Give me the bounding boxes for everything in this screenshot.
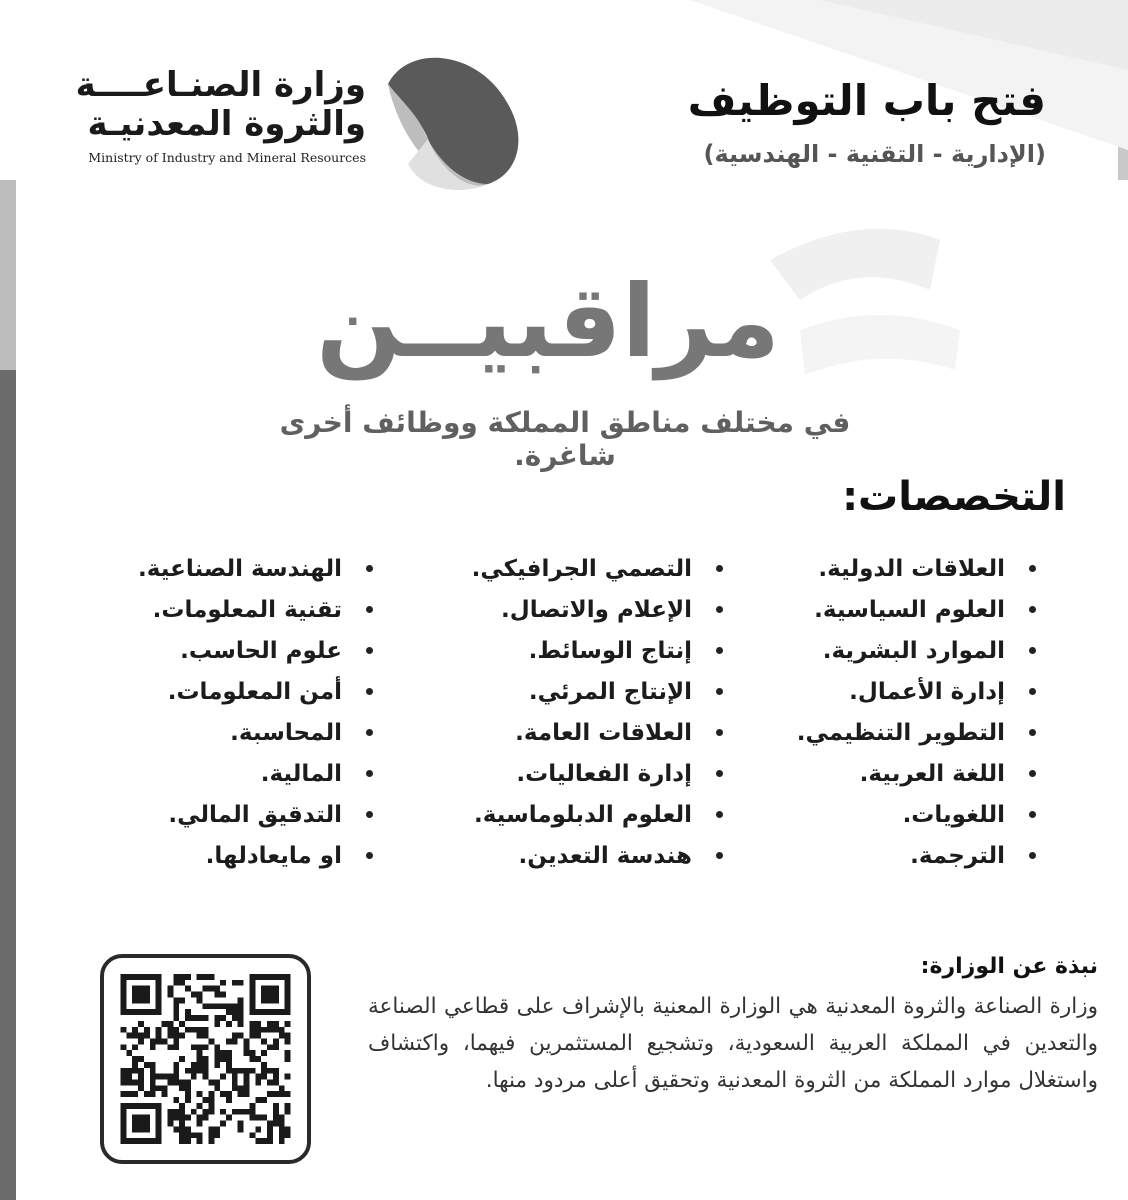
list-item-label: العلوم السياسية.: [814, 596, 1005, 623]
list-item-label: التصمي الجرافيكي.: [471, 555, 692, 582]
bullet-icon: [716, 565, 723, 572]
list-item-label: اللغويات.: [902, 801, 1005, 828]
list-item: [706, 589, 1036, 630]
list-item: [73, 630, 373, 671]
list-item: [73, 548, 373, 589]
bullet-icon: [716, 770, 723, 777]
list-item: [423, 712, 723, 753]
list-item: [706, 753, 1036, 794]
logo-arabic-line1: وزارة الصنـاعــــة: [75, 65, 366, 105]
list-item-label: الهندسة الصناعية.: [138, 555, 342, 582]
list-item: [73, 671, 373, 712]
list-item-label: إدارة الفعاليات.: [516, 760, 692, 787]
list-item: [423, 630, 723, 671]
bullet-icon: [1029, 606, 1036, 613]
list-item-label: التدقيق المالي.: [168, 801, 342, 828]
bullet-icon: [1029, 852, 1036, 859]
list-item-label: المالية.: [260, 760, 342, 787]
list-item: [706, 671, 1036, 712]
list-item: [423, 794, 723, 835]
list-item-label: تقنية المعلومات.: [152, 596, 342, 623]
list-item: [423, 589, 723, 630]
bullet-icon: [366, 606, 373, 613]
list-item-label: الترجمة.: [910, 842, 1005, 869]
list-item-label: العلاقات العامة.: [515, 719, 692, 746]
bullet-icon: [366, 770, 373, 777]
ministry-logo-text: [66, 66, 366, 165]
list-item-label: علوم الحاسب.: [180, 637, 342, 664]
about-heading: نبذة عن الوزارة:: [920, 954, 1098, 979]
logo-arabic-line2: والثروة المعدنيـة: [87, 104, 366, 144]
list-item-label: إدارة الأعمال.: [849, 678, 1005, 705]
list-item-label: الموارد البشرية.: [822, 637, 1005, 664]
list-item: [73, 794, 373, 835]
list-item-label: الإنتاج المرئي.: [528, 678, 692, 705]
list-item: [423, 548, 723, 589]
bullet-icon: [366, 565, 373, 572]
bullet-icon: [366, 729, 373, 736]
list-item: [73, 712, 373, 753]
list-item-label: اللغة العربية.: [859, 760, 1005, 787]
logo-english-name: Ministry of Industry and Mineral Resources: [88, 150, 366, 165]
list-item-label: إنتاج الوسائط.: [528, 637, 692, 664]
list-item: [73, 589, 373, 630]
list-item: [706, 794, 1036, 835]
list-item: [423, 753, 723, 794]
list-item: [706, 712, 1036, 753]
list-item: [706, 835, 1036, 876]
page-subtitle: (الإدارية - التقنية - الهندسية): [703, 140, 1046, 168]
bullet-icon: [716, 729, 723, 736]
list-item-label: المحاسبة.: [230, 719, 342, 746]
list-item-label: العلاقات الدولية.: [818, 555, 1005, 582]
bullet-icon: [716, 811, 723, 818]
bullet-icon: [1029, 770, 1036, 777]
bullet-icon: [1029, 647, 1036, 654]
hero-subtitle: في مختلف مناطق المملكة ووظائف أخرى شاغرة.: [279, 406, 851, 472]
list-item: [73, 835, 373, 876]
specializations-column-3: [73, 548, 373, 876]
list-item-label: او مايعادلها.: [205, 842, 342, 869]
list-item-label: العلوم الدبلوماسية.: [474, 801, 692, 828]
bullet-icon: [1029, 729, 1036, 736]
list-item-label: هندسة التعدين.: [518, 842, 692, 869]
qr-code-icon[interactable]: [120, 974, 291, 1144]
bullet-icon: [366, 647, 373, 654]
bullet-icon: [1029, 688, 1036, 695]
qr-code-frame[interactable]: [100, 954, 311, 1164]
hero-title: مراقبيــن: [316, 263, 780, 380]
list-item: [706, 630, 1036, 671]
list-item: [73, 753, 373, 794]
bullet-icon: [1029, 811, 1036, 818]
bullet-icon: [716, 647, 723, 654]
page-title: فتح باب التوظيف: [687, 76, 1046, 125]
bullet-icon: [366, 811, 373, 818]
bullet-icon: [716, 606, 723, 613]
list-item-label: أمن المعلومات.: [167, 678, 342, 705]
bullet-icon: [366, 688, 373, 695]
left-edge-bar-dark: [0, 370, 16, 1200]
specializations-column-2: [423, 548, 723, 876]
bullet-icon: [1029, 565, 1036, 572]
list-item: [423, 835, 723, 876]
list-item-label: الإعلام والاتصال.: [501, 596, 692, 623]
list-item: [706, 548, 1036, 589]
bullet-icon: [366, 852, 373, 859]
ribbon-logo-icon: [368, 44, 530, 199]
specializations-heading: التخصصات:: [842, 474, 1066, 520]
specializations-column-1: [706, 548, 1036, 876]
bullet-icon: [716, 852, 723, 859]
list-item-label: التطوير التنظيمي.: [796, 719, 1005, 746]
list-item: [423, 671, 723, 712]
bullet-icon: [716, 688, 723, 695]
about-paragraph: وزارة الصناعة والثروة المعدنية هي الوزارة المعنية بالإشراف على قطاعي الصناعة والتعدين في المملكة العربية السعودية، وتشجيع المستثمرين فيهما، واكتشاف واستغلال موارد المملكة من الثروة المعدنية وتحقيق أعلى مردود منها.: [368, 994, 1098, 1093]
